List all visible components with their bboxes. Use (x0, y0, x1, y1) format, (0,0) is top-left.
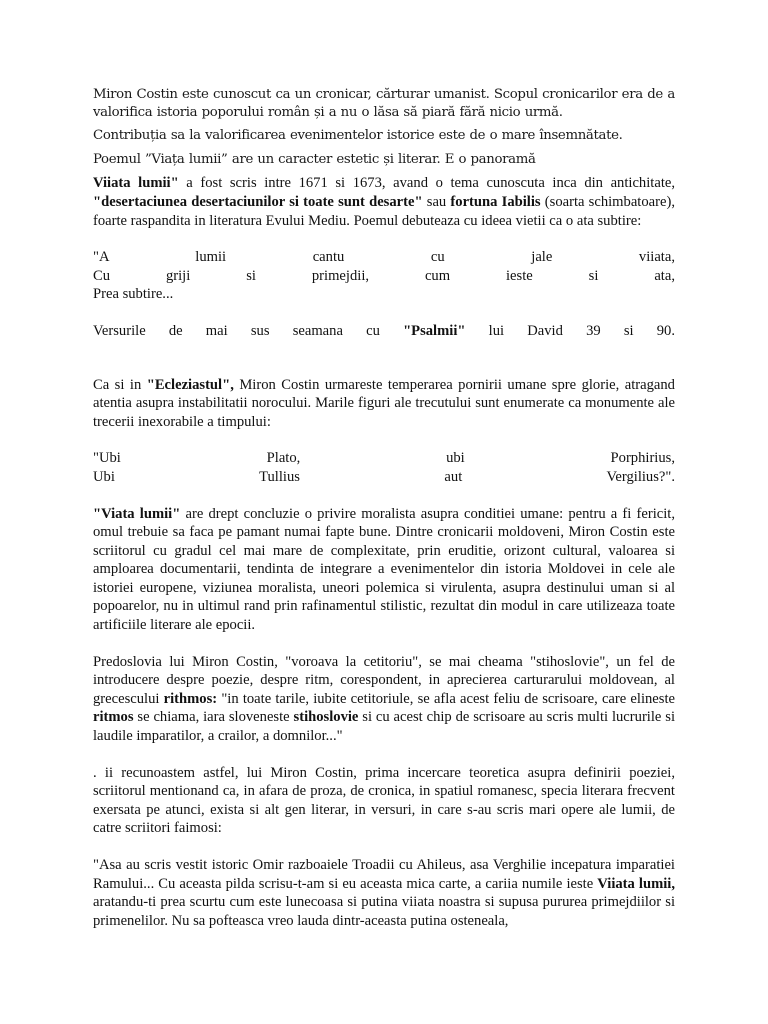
verse-line: Ubi Tullius aut Vergilius?". (93, 468, 675, 485)
theory-paragraph: . ii recunoastem astfel, lui Miron Costin, prima incercare teoretica asupra definirii poeziei, scriitorul mentionand ca, in afara de proza, de cronica, in spatiul romanesc, specia literara frecvent exersata pe atunci, exista si alt gen literar, in versuri, in care s-au scris mari opere ale lumii, de catre scriitori faimosi: (93, 764, 675, 837)
verse-quote-2 (93, 449, 675, 486)
verse-quote-1 (93, 248, 675, 304)
predoslovia-paragraph: Predoslovia lui Miron Costin, "voroava la cetitoriu", se mai cheama "stihoslovie", un fel de introducere despre poezie, despre ritm, corespondent, in aprecierea carturarului moldovean, al grecescului rithmos: "in toate tarile, iubite cetitoriule, se afla acest feliu de scrisoare, care elineste ritmos se chiama, iara sloveneste stihoslovie si cu acest chip de scrisoare au scris multi lucrurile si laudile imparatilor, a crailor, a domnilor..." (93, 653, 676, 745)
poem-description-paragraph: Viiata lumii" a fost scris intre 1671 si 1673, avand o tema cunoscuta inca din antichitate, "desertaciunea desertaciunilor si toate sunt desarte" sau fortuna Iabilis (soarta schimbatoare), foarte raspandita in literatura Evului Mediu. Poemul debuteaza cu ideea vietii ca o ata subtire: (93, 175, 675, 229)
verse-line: "Ubi Plato, ubi Porphirius, (93, 450, 675, 467)
quote-paragraph: "Asa au scris vestit istoric Omir razboaiele Troadii cu Ahileus, asa Verghilie incepatura imparatiei Ramului... Cu aceasta pilda scrisu-t-am si eu aceasta mica carte, a cariia numile ieste Viiata lumii, aratandu-ti prea scurtu cum este lunecoasa si putina viiata noastra si supusa pururea primejdiilor si primenelilor. Nu sa pofteasca vreo lauda dintr-aceasta putina osteneala, (93, 857, 675, 929)
ecclesiastes-paragraph: Ca si in "Ecleziastul", Miron Costin urmareste temperarea pornirii umane spre glorie, atragand atentia asupra instabilitatii norocului. Marile figuri ale trecutului sunt enumerate ca monumente ale trecerii inexorabile a timpului: (93, 376, 675, 430)
verse-line: Prea subtire... (93, 286, 174, 303)
psalms-paragraph: Versurile de mai sus seamana cu "Psalmii" lui David 39 si 90. (93, 322, 675, 339)
poem-intro-paragraph: Poemul ”Viața lumii” are un caracter estetic și literar. E o panoramă (93, 151, 536, 167)
intro-paragraph: Miron Costin este cunoscut ca un cronicar, cărturar umanist. Scopul cronicarilor era de a valorifica istoria poporului român și a nu o lăsa să piară fără nicio urmă. (93, 87, 675, 120)
verse-line: Cu griji si primejdii, cum ieste si ata, (93, 267, 675, 284)
verse-line: "A lumii cantu cu jale viiata, (93, 249, 675, 266)
document-body (93, 86, 675, 930)
conclusion-paragraph: "Viata lumii" are drept concluzie o privire moralista asupra conditiei umane: pentru a fi fericit, omul trebuie sa faca pe pamant numai fapte bune. Dintre cronicarii moldoveni, Miron Costin este scriitorul cu gradul cel mai mare de complexitate, prin eruditie, orizont cultural, valoarea si amploarea documentarii, tendinta de integrare a evenimentelor din istoria Moldovei in cele ale istoriei europene, viziunea moralista, uneori polemica si virulenta, asupra destinului uman si al popoarelor, nu in ultimul rand prin rafinamentul stilistic, rezultat din modul in care utilizeaza toate artificiile literare ale epocii. (93, 505, 675, 634)
contribution-paragraph: Contribuția sa la valorificarea evenimentelor istorice este de o mare însemnătate. (93, 128, 623, 144)
